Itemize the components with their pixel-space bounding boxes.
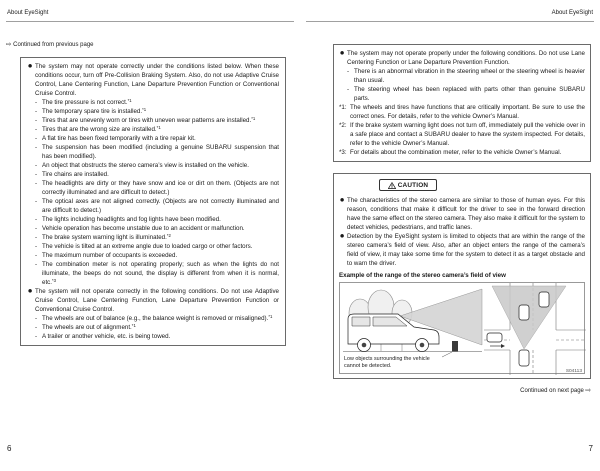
list-item-text: An object that obstructs the stereo camera’s view is installed on the vehicle. — [42, 162, 249, 169]
bullet-text: The system will not operate correctly in the following conditions. Do not use Adaptive Cruise Control, Lane Centering Function, Lane Departure Prevention Function or Conventional Cruise Control. — [35, 288, 279, 313]
list-item — [27, 260, 279, 287]
header-title-right: About EyeSight — [551, 10, 593, 16]
list-item-text: The temporary spare tire is installed. — [42, 108, 143, 115]
list-item-text: The steering wheel has been replaced with parts other than genuine SUBARU parts. — [354, 86, 585, 102]
continued-on-next-page-text: Continued on next page — [520, 388, 584, 394]
label-leader-line — [442, 352, 452, 357]
list-item-text: The headlights are dirty or they have snow and ice or dirt on them. (Objects are not correctly illuminated and are difficult to detect.) — [42, 180, 279, 196]
list-item-text: The wheels are out of balance (e.g., the balance weight is removed or misaligned). — [42, 315, 269, 322]
list-item — [27, 98, 279, 107]
list-item-text: A trailer or another vehicle, etc. is being towed. — [42, 333, 171, 340]
warning-icon — [388, 182, 396, 189]
list-item-text: The suspension has been modified (including a genuine SUBARU suspension that has been modified). — [42, 144, 279, 160]
bullet-paragraph — [27, 287, 279, 314]
dash-marker: - — [35, 144, 38, 151]
list-item — [27, 197, 279, 215]
front-wheel-hub — [420, 343, 425, 348]
bullet-paragraph — [339, 196, 585, 232]
own-vehicle-top-view — [519, 350, 529, 366]
list-item — [27, 323, 279, 332]
list-item-text: There is an abnormal vibration in the steering wheel or the steering wheel is heavier than usual. — [354, 68, 585, 84]
list-item — [339, 85, 585, 103]
footnote-mark: *3: — [339, 149, 347, 156]
crossing-vehicle — [487, 333, 502, 342]
list-item-text: The vehicle is tilted at an extreme angle due to loaded cargo or other factors. — [42, 243, 253, 250]
list-item-text: Tire chains are installed. — [42, 171, 109, 178]
note-reference: *2 — [166, 233, 171, 238]
bullet-marker: ● — [340, 198, 345, 203]
dash-marker: - — [35, 171, 38, 178]
bullet-text: The system may not operate properly under the following conditions. Do not use Lane Centering Function or Lane Departure Prevention Function. — [347, 50, 585, 66]
dash-marker: - — [347, 86, 350, 93]
list-item — [27, 224, 279, 233]
figure-title: Example of the range of the stereo camera’s field of view — [339, 272, 506, 279]
figure-label-line: Low objects surrounding the vehicle — [344, 356, 430, 362]
dash-marker: - — [35, 198, 38, 205]
continued-from-previous-text: Continued from previous page — [13, 42, 94, 48]
bullet-text: The system may not operate correctly under the conditions listed below. When these conditions occur, turn off Pre-Collision Braking System. Also, do not use Adaptive Cruise Control, Lane Centering Function, Lane Departure Prevention Function or Conventional Cruise Control. — [35, 63, 279, 97]
page-number-left: 6 — [7, 444, 12, 453]
dash-marker: - — [347, 68, 350, 75]
bullet-marker: ● — [340, 234, 345, 239]
right-page-column — [333, 44, 591, 395]
list-item-text: The wheels are out of alignment. — [42, 324, 132, 331]
list-item — [339, 67, 585, 85]
dash-marker: - — [35, 180, 38, 187]
dash-marker: - — [35, 225, 38, 232]
list-item — [27, 314, 279, 323]
warning-exclamation-dot — [391, 187, 392, 188]
dash-marker: - — [35, 261, 38, 268]
low-object — [452, 341, 458, 352]
caution-text — [339, 196, 585, 268]
dash-marker: - — [35, 99, 38, 106]
continued-arrow-icon: ⇨ — [6, 40, 12, 48]
dash-marker: - — [35, 333, 38, 340]
footnote-mark: *2: — [339, 122, 347, 129]
continued-from-previous — [6, 41, 94, 49]
list-item-text: Vehicle operation has become unstable due to an accident or malfunction. — [42, 225, 245, 232]
bullet-paragraph — [339, 49, 585, 67]
bullet-marker: ● — [28, 64, 33, 69]
list-item-text: The lights including headlights and fog lights have been modified. — [42, 216, 221, 223]
dash-marker: - — [35, 117, 38, 124]
bullet-paragraph — [339, 232, 585, 268]
bullet-text: The characteristics of the stereo camera are similar to those of human eyes. For this reason, conditions that make it difficult for the driver to see in the forward direction have the same effect on the stereo camera. They also make it difficult for the system to detect vehicles, pedestrians, and traffic lanes. — [347, 197, 585, 231]
list-item — [27, 116, 279, 125]
page-number-right: 7 — [588, 444, 593, 453]
list-item-text: The brake system warning light is illuminated. — [42, 234, 167, 241]
crossing-direction-arrow-head — [501, 344, 505, 348]
footnote — [339, 121, 585, 148]
note-reference: *1 — [127, 98, 132, 103]
note-reference: *1 — [142, 107, 147, 112]
list-item-text: Tires that are unevenly worn or tires with uneven wear patterns are installed. — [42, 117, 252, 124]
header-rule-left — [6, 21, 294, 22]
note-reference: *1 — [131, 323, 136, 328]
caution-label — [379, 179, 437, 191]
dash-marker: - — [35, 135, 38, 142]
note-reference: *3 — [51, 278, 57, 283]
figure-frame — [339, 282, 585, 374]
dash-marker: - — [35, 162, 38, 169]
bullet-text: Detection by the EyeSight system is limited to objects that are within the range of the stereo camera’s field of view. Also, after an object enters the range of the camera’s field of view, it may take some time for the system to detect it as a target obstacle and to warn the driver. — [347, 233, 585, 267]
conditions-box — [20, 57, 286, 346]
list-item — [27, 134, 279, 143]
figure-label-line: cannot be detected. — [344, 363, 392, 369]
continued-on-next-page — [333, 387, 591, 395]
rear-window — [352, 317, 370, 326]
dash-marker: - — [35, 216, 38, 223]
figure-code: S04113 — [565, 369, 582, 374]
list-item-text: Tires that are the wrong size are installed. — [42, 126, 157, 133]
list-item-text: The optical axes are not aligned correctly. (Objects are not correctly illuminated and are difficult to detect.) — [42, 198, 279, 214]
list-item — [27, 215, 279, 224]
footnote-text: If the brake system warning light does not turn off, immediately pull the vehicle over in a safe place and contact a SUBARU dealer to have the system inspected. For details, refer to the vehicle Owner’s Manual. — [350, 122, 585, 147]
caution-box — [333, 173, 591, 379]
list-item — [27, 242, 279, 251]
dash-marker: - — [35, 234, 38, 241]
list-item — [27, 143, 279, 161]
rear-wheel-hub — [362, 343, 367, 348]
header-title-left: About EyeSight — [7, 10, 49, 16]
dash-marker: - — [35, 243, 38, 250]
note-reference: *1 — [156, 125, 161, 130]
list-item — [27, 179, 279, 197]
warning-exclamation-bar — [391, 184, 392, 187]
continued-arrow-icon: ⇨ — [585, 386, 591, 394]
list-item — [27, 107, 279, 116]
oncoming-vehicle — [539, 292, 549, 307]
list-item-text: The maximum number of occupants is exceeded. — [42, 252, 178, 259]
bullet-marker: ● — [28, 289, 33, 294]
note-reference: *1 — [251, 116, 256, 121]
footnote-text: The wheels and tires have functions that are critically important. Be sure to use the correct ones. For details, refer to the vehicle Owner’s Manual. — [350, 104, 585, 120]
preceding-vehicle — [519, 305, 529, 320]
caution-label-text: CAUTION — [397, 181, 429, 189]
list-item-text: A flat tire has been fixed temporarily with a tire repair kit. — [42, 135, 196, 142]
steering-conditions-box — [333, 44, 591, 162]
list-item — [27, 170, 279, 179]
bullet-marker: ● — [340, 51, 345, 56]
footnote-text: For details about the combination meter, refer to the vehicle Owner’s Manual. — [350, 149, 562, 156]
footnote — [339, 148, 585, 157]
list-item — [27, 125, 279, 134]
list-item — [27, 233, 279, 242]
field-of-view-illustration — [340, 283, 586, 375]
dash-marker: - — [35, 324, 38, 331]
footnote-mark: *1: — [339, 104, 347, 111]
list-item — [27, 251, 279, 260]
dash-marker: - — [35, 315, 38, 322]
list-item — [27, 161, 279, 170]
dash-marker: - — [35, 126, 38, 133]
dash-marker: - — [35, 108, 38, 115]
list-item-text: The tire pressure is not correct. — [42, 99, 128, 106]
note-reference: *1 — [268, 314, 273, 319]
header-rule-right — [306, 21, 594, 22]
list-item — [27, 332, 279, 341]
footnote — [339, 103, 585, 121]
list-item-text: The combination meter is not operating properly; such as when the lights do not illuminate, the beeps do not sound, the display is different from when it is normal, etc. — [42, 261, 279, 286]
bullet-paragraph — [27, 62, 279, 98]
dash-marker: - — [35, 252, 38, 259]
